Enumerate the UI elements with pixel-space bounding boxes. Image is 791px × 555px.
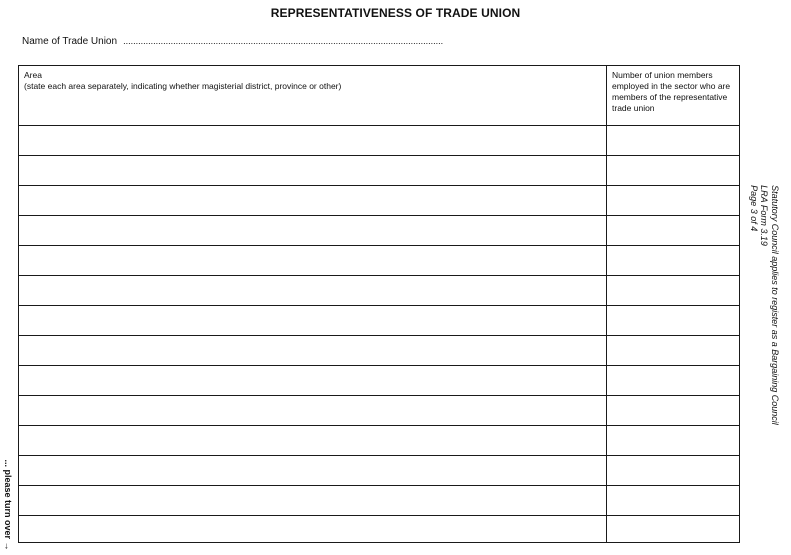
header-members-line-1: Number of union members bbox=[612, 70, 713, 80]
header-members-line-3: members of the representative bbox=[612, 92, 728, 102]
area-cell[interactable] bbox=[19, 156, 606, 185]
members-cell[interactable] bbox=[607, 366, 739, 395]
union-name-label: Name of Trade Union bbox=[22, 36, 118, 47]
union-name-field[interactable] bbox=[22, 36, 443, 47]
area-cell[interactable] bbox=[19, 186, 606, 215]
members-cell[interactable] bbox=[607, 216, 739, 245]
side-caption-line-3: Page 3 of 4 bbox=[748, 185, 759, 232]
side-caption-line-2: LRA Form 3.19 bbox=[759, 185, 770, 246]
side-caption-line-1: Statutory Council applies to register as a Bargaining Council bbox=[769, 185, 780, 425]
members-cell[interactable] bbox=[607, 156, 739, 185]
table-row[interactable] bbox=[19, 396, 739, 426]
header-area bbox=[24, 70, 594, 92]
area-cell[interactable] bbox=[19, 516, 606, 546]
header-members-line-4: trade union bbox=[612, 103, 655, 113]
table-row[interactable] bbox=[19, 366, 739, 396]
area-cell[interactable] bbox=[19, 336, 606, 365]
area-cell[interactable] bbox=[19, 426, 606, 455]
header-members-line-2: employed in the sector who are bbox=[612, 81, 731, 91]
representativeness-table bbox=[18, 65, 740, 543]
area-cell[interactable] bbox=[19, 306, 606, 335]
table-row[interactable] bbox=[19, 486, 739, 516]
area-cell[interactable] bbox=[19, 246, 606, 275]
members-cell[interactable] bbox=[607, 426, 739, 455]
header-area-title: Area bbox=[24, 70, 42, 80]
area-cell[interactable] bbox=[19, 276, 606, 305]
table-row[interactable] bbox=[19, 306, 739, 336]
area-cell[interactable] bbox=[19, 396, 606, 425]
table-row[interactable] bbox=[19, 186, 739, 216]
union-name-dotted-line[interactable]: ................................................................................................................................ bbox=[123, 36, 444, 46]
members-cell[interactable] bbox=[607, 456, 739, 485]
header-area-subtitle: (state each area separately, indicating whether magisterial district, province or other) bbox=[24, 81, 342, 91]
table-row[interactable] bbox=[19, 276, 739, 306]
members-cell[interactable] bbox=[607, 516, 739, 546]
area-cell[interactable] bbox=[19, 216, 606, 245]
members-cell[interactable] bbox=[607, 186, 739, 215]
members-cell[interactable] bbox=[607, 126, 739, 155]
members-cell[interactable] bbox=[607, 336, 739, 365]
table-row[interactable] bbox=[19, 426, 739, 456]
members-cell[interactable] bbox=[607, 486, 739, 515]
table-row[interactable] bbox=[19, 516, 739, 546]
column-divider bbox=[606, 66, 607, 542]
area-cell[interactable] bbox=[19, 456, 606, 485]
table-row[interactable] bbox=[19, 336, 739, 366]
members-cell[interactable] bbox=[607, 246, 739, 275]
table-header bbox=[19, 66, 739, 126]
members-cell[interactable] bbox=[607, 276, 739, 305]
table-row[interactable] bbox=[19, 216, 739, 246]
form-title: REPRESENTATIVENESS OF TRADE UNION bbox=[270, 6, 521, 20]
table-row[interactable] bbox=[19, 126, 739, 156]
side-caption bbox=[748, 185, 780, 425]
members-cell[interactable] bbox=[607, 396, 739, 425]
header-members bbox=[612, 70, 732, 114]
area-cell[interactable] bbox=[19, 126, 606, 155]
area-cell[interactable] bbox=[19, 366, 606, 395]
turn-over-note: ... please turn over → bbox=[3, 459, 13, 551]
table-row[interactable] bbox=[19, 156, 739, 186]
table-row[interactable] bbox=[19, 246, 739, 276]
members-cell[interactable] bbox=[607, 306, 739, 335]
area-cell[interactable] bbox=[19, 486, 606, 515]
table-row[interactable] bbox=[19, 456, 739, 486]
